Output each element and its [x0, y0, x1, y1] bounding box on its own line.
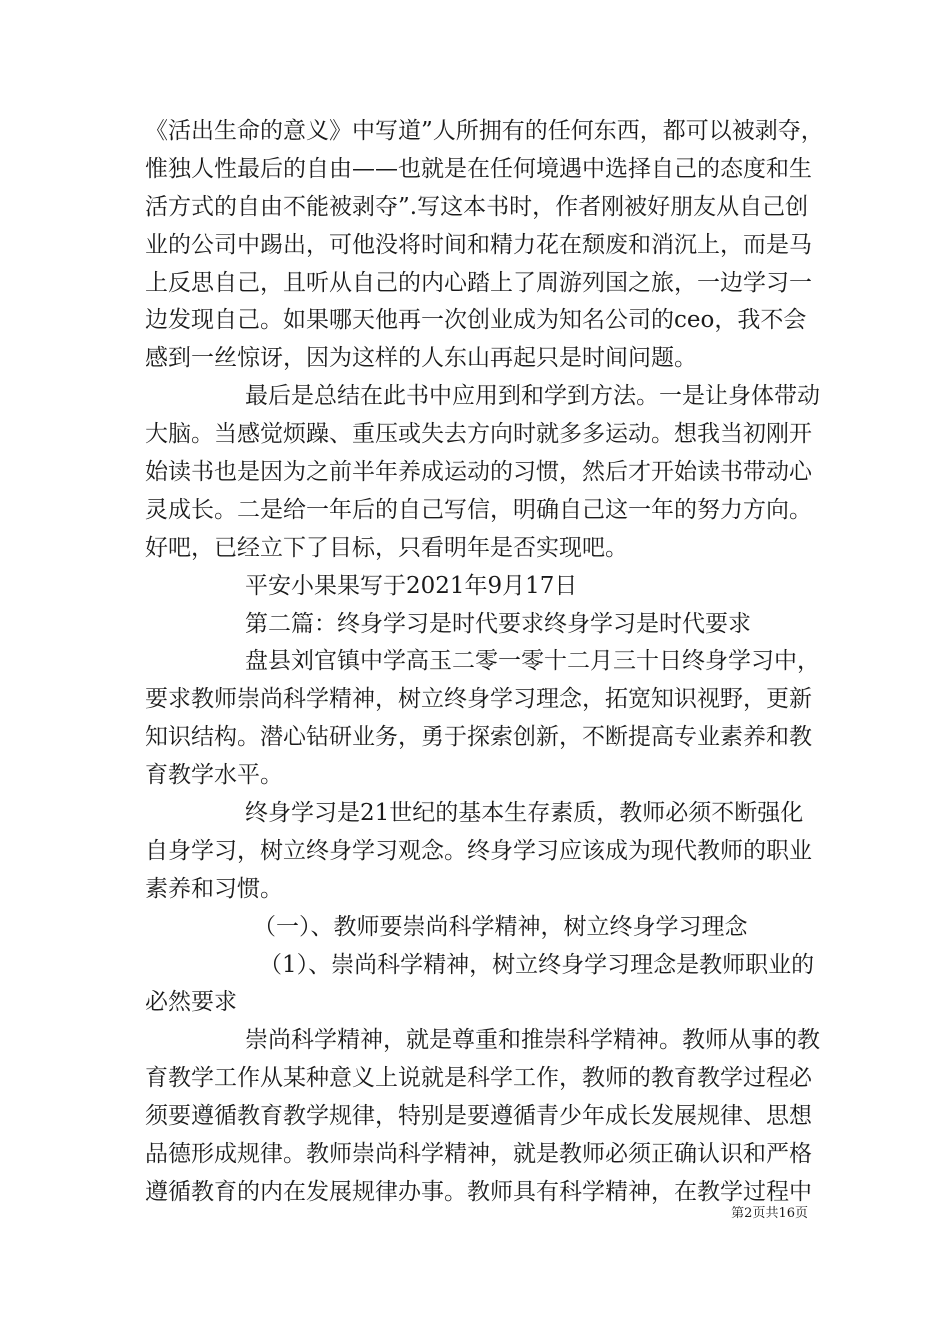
subheading: （1）、崇尚科学精神，树立终身学习理念是教师职业的	[259, 951, 815, 978]
text-line: 活方式的自由不能被剥夺”.写这本书时，作者刚被好朋友从自己创	[145, 193, 809, 220]
text-line: 始读书也是因为之前半年养成运动的习惯，然后才开始读书带动心	[145, 459, 812, 486]
text-line: 《活出生命的意义》中写道”人所拥有的任何东西，都可以被剥夺，	[145, 118, 824, 144]
text-line: 遵循教育的内在发展规律办事。教师具有科学精神，在教学过程中	[145, 1178, 812, 1205]
text-line: 知识结构。潜心钻研业务，勇于探索创新，不断提高专业素养和教	[145, 724, 812, 751]
text-line: 大脑。当感觉烦躁、重压或失去方向时就多多运动。想我当初刚开	[145, 421, 812, 448]
text-line: 要求教师崇尚科学精神，树立终身学习理念，拓宽知识视野，更新	[145, 686, 812, 713]
text-line: 上反思自己，且听从自己的内心踏上了周游列国之旅，一边学习一	[145, 269, 812, 296]
text-line: 终身学习是21世纪的基本生存素质，教师必须不断强化	[245, 800, 804, 827]
text-line: 最后是总结在此书中应用到和学到方法。一是让身体带动	[245, 383, 820, 410]
text-line: 盘县刘官镇中学高玉二零一零十二月三十日终身学习中，	[245, 648, 820, 675]
text-line: 边发现自己。如果哪天他再一次创业成为知名公司的ceo，我不会	[145, 307, 807, 334]
text-line: 必然要求	[145, 989, 237, 1016]
text-line: 灵成长。二是给一年后的自己写信，明确自己这一年的努力方向。	[145, 496, 812, 523]
text-line: 品德形成规律。教师崇尚科学精神，就是教师必须正确认识和严格	[145, 1141, 812, 1168]
text-line: 崇尚科学精神，就是尊重和推崇科学精神。教师从事的教	[245, 1027, 820, 1054]
text-line: 育教学水平。	[145, 762, 283, 789]
text-line: 惟独人性最后的自由——也就是在任何境遇中选择自己的态度和生	[145, 155, 812, 182]
subheading: （一）、教师要崇尚科学精神，树立终身学习理念	[253, 913, 748, 940]
document-body	[145, 113, 824, 1212]
section-heading: 第二篇：终身学习是时代要求终身学习是时代要求	[245, 610, 751, 637]
text-line: 自身学习，树立终身学习观念。终身学习应该成为现代教师的职业	[145, 837, 812, 864]
text-line: 业的公司中踢出，可他没将时间和精力花在颓废和消沉上，而是马	[145, 231, 812, 258]
text-line: 感到一丝惊讶，因为这样的人东山再起只是时间问题。	[145, 345, 697, 372]
text-line: 育教学工作从某种意义上说就是科学工作，教师的教育教学过程必	[145, 1065, 812, 1092]
text-line: 须要遵循教育教学规律，特别是要遵循青少年成长发展规律、思想	[145, 1103, 812, 1130]
page-number: 第2页共16页	[731, 1206, 808, 1221]
signature-line: 平安小果果写于2021年9月17日	[245, 572, 578, 599]
text-line: 素养和习惯。	[145, 875, 283, 902]
text-line: 好吧，已经立下了目标，只看明年是否实现吧。	[145, 534, 628, 561]
